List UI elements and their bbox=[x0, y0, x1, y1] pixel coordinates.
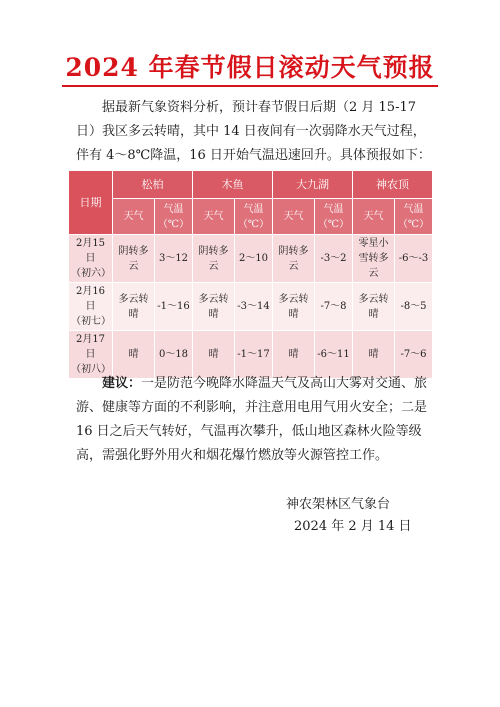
weather-subheader: 天气 bbox=[113, 199, 155, 235]
table-row bbox=[69, 283, 433, 331]
location-header: 大九湖 bbox=[273, 171, 353, 199]
weather-cell: 多云转晴 bbox=[113, 283, 155, 331]
weather-cell: 多云转晴 bbox=[353, 283, 395, 331]
temp-cell: -7～8 bbox=[315, 283, 353, 331]
date-text: 2月15日 bbox=[75, 238, 106, 264]
table-subheader-row bbox=[69, 199, 433, 235]
date-header: 日期 bbox=[69, 171, 113, 235]
intro-paragraph bbox=[76, 96, 436, 168]
advice-label: 建议： bbox=[102, 376, 142, 391]
weather-subheader: 天气 bbox=[273, 199, 315, 235]
date-cell bbox=[69, 283, 113, 331]
temp-cell: -1～17 bbox=[235, 331, 273, 379]
issuing-organization: 神农架林区气象台 bbox=[286, 497, 391, 512]
weather-subheader: 天气 bbox=[353, 199, 395, 235]
weather-cell: 晴 bbox=[273, 331, 315, 379]
lunar-date-text: （初八） bbox=[71, 364, 111, 375]
signature-block bbox=[286, 494, 446, 538]
weather-cell: 多云转晴 bbox=[273, 283, 315, 331]
title-divider bbox=[62, 85, 438, 87]
weather-cell: 阴转多云 bbox=[273, 235, 315, 283]
temp-cell: -6～-3 bbox=[395, 235, 433, 283]
location-header: 木鱼 bbox=[193, 171, 273, 199]
table-row bbox=[69, 235, 433, 283]
location-header: 松柏 bbox=[113, 171, 193, 199]
temp-cell: -3～14 bbox=[235, 283, 273, 331]
temp-cell: -3～2 bbox=[315, 235, 353, 283]
weather-cell: 阴转多云 bbox=[113, 235, 155, 283]
location-header: 神农顶 bbox=[353, 171, 433, 199]
intro-text: 据最新气象资料分析，预计春节假日后期（2 月 15-17 日）我区多云转晴，其中 14 日夜间有一次弱降水天气过程，伴有 4～8℃降温，16 日开始气温迅速回升。具体预报如下： bbox=[76, 100, 431, 163]
temp-subheader: 气温（℃） bbox=[155, 199, 193, 235]
advice-text: 一是防范今晚降水降温天气及高山大雾对交通、旅游、健康等方面的不利影响，并注意用电用气用火安全；二是 16 日之后天气转好，气温再次攀升，低山地区森林火险等级高，需强化野外用火和烟花爆竹燃放等火源管控工作。 bbox=[76, 376, 428, 463]
temp-subheader: 气温（℃） bbox=[315, 199, 353, 235]
lunar-date-text: （初七） bbox=[71, 316, 111, 327]
temp-cell: -8～5 bbox=[395, 283, 433, 331]
issue-date: 2024 年 2 月 14 日 bbox=[294, 519, 412, 534]
page-title: 2024 年春节假日滚动天气预报 bbox=[65, 53, 435, 82]
weather-subheader: 天气 bbox=[193, 199, 235, 235]
temp-cell: -1～16 bbox=[155, 283, 193, 331]
weather-cell: 晴 bbox=[193, 331, 235, 379]
date-cell bbox=[69, 235, 113, 283]
weather-cell: 晴 bbox=[353, 331, 395, 379]
temp-cell: 3～12 bbox=[155, 235, 193, 283]
temp-cell: -6～11 bbox=[315, 331, 353, 379]
table-header-row bbox=[69, 171, 433, 199]
weather-cell: 阴转多云 bbox=[193, 235, 235, 283]
advice-paragraph bbox=[76, 372, 436, 468]
weather-cell: 晴 bbox=[113, 331, 155, 379]
date-text: 2月17日 bbox=[75, 334, 106, 360]
temp-subheader: 气温（℃） bbox=[235, 199, 273, 235]
weather-cell: 零星小雪转多云 bbox=[353, 235, 395, 283]
lunar-date-text: （初六） bbox=[71, 268, 111, 279]
temp-cell: -7～6 bbox=[395, 331, 433, 379]
temp-subheader: 气温（℃） bbox=[395, 199, 433, 235]
forecast-table bbox=[68, 170, 433, 379]
weather-cell: 多云转晴 bbox=[193, 283, 235, 331]
temp-cell: 2～10 bbox=[235, 235, 273, 283]
temp-cell: 0～18 bbox=[155, 331, 193, 379]
date-text: 2月16日 bbox=[75, 286, 106, 312]
